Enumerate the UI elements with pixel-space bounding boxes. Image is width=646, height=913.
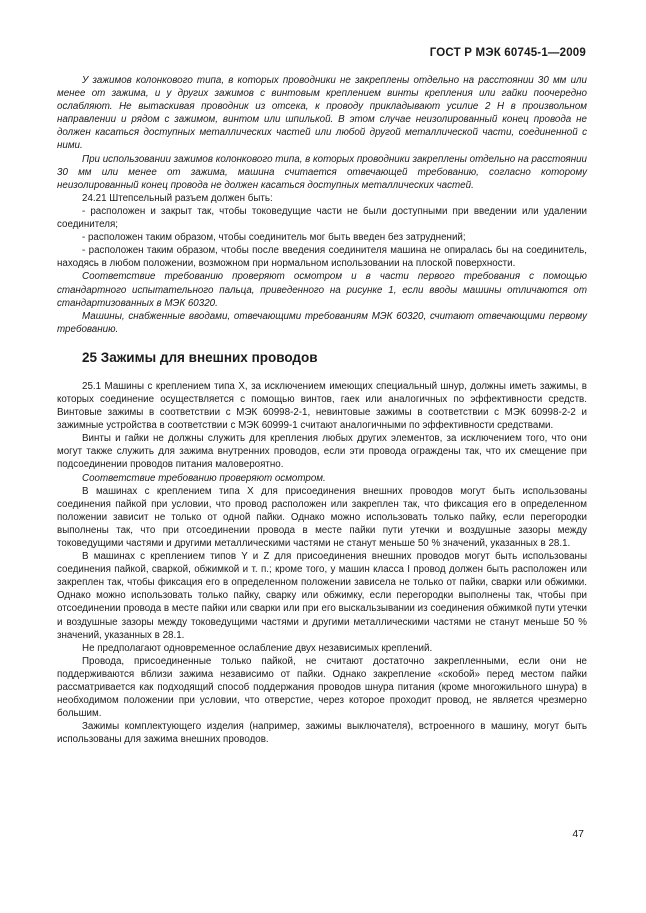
paragraph: В машинах с креплением типов Y и Z для присоединения внешних проводов могут быть использованы соединения пайкой, сваркой, обжимкой и т. п.; кроме того, у машин класса I провод должен быть расположен или закреплен так, чтобы фиксация его в определенном положении зависела не только от пайки, сварки или обжимки. Однако можно использовать только пайку, сварку или обжимку, если перегородки выполнены так, чтобы при отсоединении провода в месте пайки или сварки или при его выскальзывании из соединения обжимкой пути утечки и воздушные зазоры между токоведущими частями и другими металлическими частями не станут меньше 50 % значений, указанных в 28.1. — [57, 551, 587, 641]
document-header: ГОСТ Р МЭК 60745-1—2009 — [429, 47, 586, 59]
paragraph: 24.21 Штепсельный разъем должен быть: — [82, 192, 273, 204]
paragraph: Зажимы комплектующего изделия (например, зажимы выключателя), встроенного в машину, могут быть использованы для зажима внешних проводов. — [57, 721, 587, 746]
paragraph: Соответствие требованию проверяют осмотром. — [82, 472, 326, 484]
paragraph: Не предполагают одновременное ослабление двух независимых креплений. — [82, 642, 433, 654]
section-title: 25 Зажимы для внешних проводов — [82, 349, 318, 365]
paragraph: Машины, снабженные вводами, отвечающими требованиям МЭК 60320, считают отвечающими первому требованию. — [57, 310, 587, 335]
page-number: 47 — [572, 828, 584, 840]
paragraph: - расположен таким образом, чтобы соединитель мог быть введен без затруднений; — [82, 232, 466, 244]
paragraph: - расположен таким образом, чтобы после введения соединителя машина не опиралась бы на соединитель, находясь в любом положении, возможном при нормальном использовании на плоской поверхности. — [57, 245, 587, 270]
paragraph: 25.1 Машины с креплением типа X, за исключением имеющих специальный шнур, должны иметь зажимы, в которых соединение осуществляется с помощью винтов, гаек или аналогичных по эффективности средств. Винтовые зажимы в соответствии с МЭК 60998-2-1, невинтовые зажимы в соответствии с МЭК 60998-2-2 и зажимные устройства в соответствии с МЭК 60999-1 считают аналогичными по эффективности средствами. — [57, 380, 587, 432]
paragraph: Соответствие требованию проверяют осмотром и в части первого требования с помощью стандартного испытательного пальца, приведенного на рисунке 1, если вводы машины отличаются от стандартизованных в МЭК 60320. — [57, 271, 587, 309]
section-paragraphs — [57, 380, 587, 747]
paragraph: Провода, присоединенные только пайкой, не считают достаточно закрепленными, если они не поддерживаются вблизи зажима независимо от пайки. Однако закрепление «скобой» перед местом пайки рассматривается как подходящий способ поддержания проводов шнура питания (кроме многожильного шнура) в необходимом положении при условии, что отверстие, через которое проходит провод, не является чрезмерно большим. — [57, 655, 587, 720]
paragraph: При использовании зажимов колонкового типа, в которых проводники закреплены отдельно на расстоянии 30 мм или менее от зажима, машина считается отвечающей требованию, согласно которому неизолированный конец провода не должен касаться доступных металлических частей. — [57, 153, 587, 191]
paragraph: В машинах с креплением типа X для присоединения внешних проводов могут быть использованы соединения пайкой при условии, что провод расположен или закреплен так, что фиксация его в определенном положении зависит не только от одной пайки. Однако можно использовать только пайку, если перегородки выполнены так, что при отсоединении провода в месте пайки пути утечки и воздушные зазоры между токоведущими частями и другими металлическими частями не станут меньше 50 % значений, указанных в 28.1. — [57, 485, 587, 549]
top-paragraphs — [57, 74, 587, 336]
document-body — [57, 74, 587, 747]
paragraph: - расположен и закрыт так, чтобы токоведущие части не были доступными при введении или удалении соединителя; — [57, 205, 587, 231]
paragraph: У зажимов колонкового типа, в которых проводники не закреплены отдельно на расстоянии 30 мм или менее от зажима, и у других зажимов с винтовым креплением винты крепления или гайки поочередно ослабляют. Не вытаскивая проводник из отсека, к проводу прикладывают усилие 2 Н в произвольном направлении и рядом с зажимом, винтом или шпилькой. В этом случае неизолированный конец провода не должен касаться доступных металлических частей или любой другой металлической части, соединенной с ними. — [57, 75, 587, 152]
paragraph: Винты и гайки не должны служить для крепления любых других элементов, за исключением того, что они могут также служить для зажима внутренних проводов, если эти провода ограждены так, что их смещение при подсоединении проводов питания маловероятно. — [57, 433, 587, 471]
